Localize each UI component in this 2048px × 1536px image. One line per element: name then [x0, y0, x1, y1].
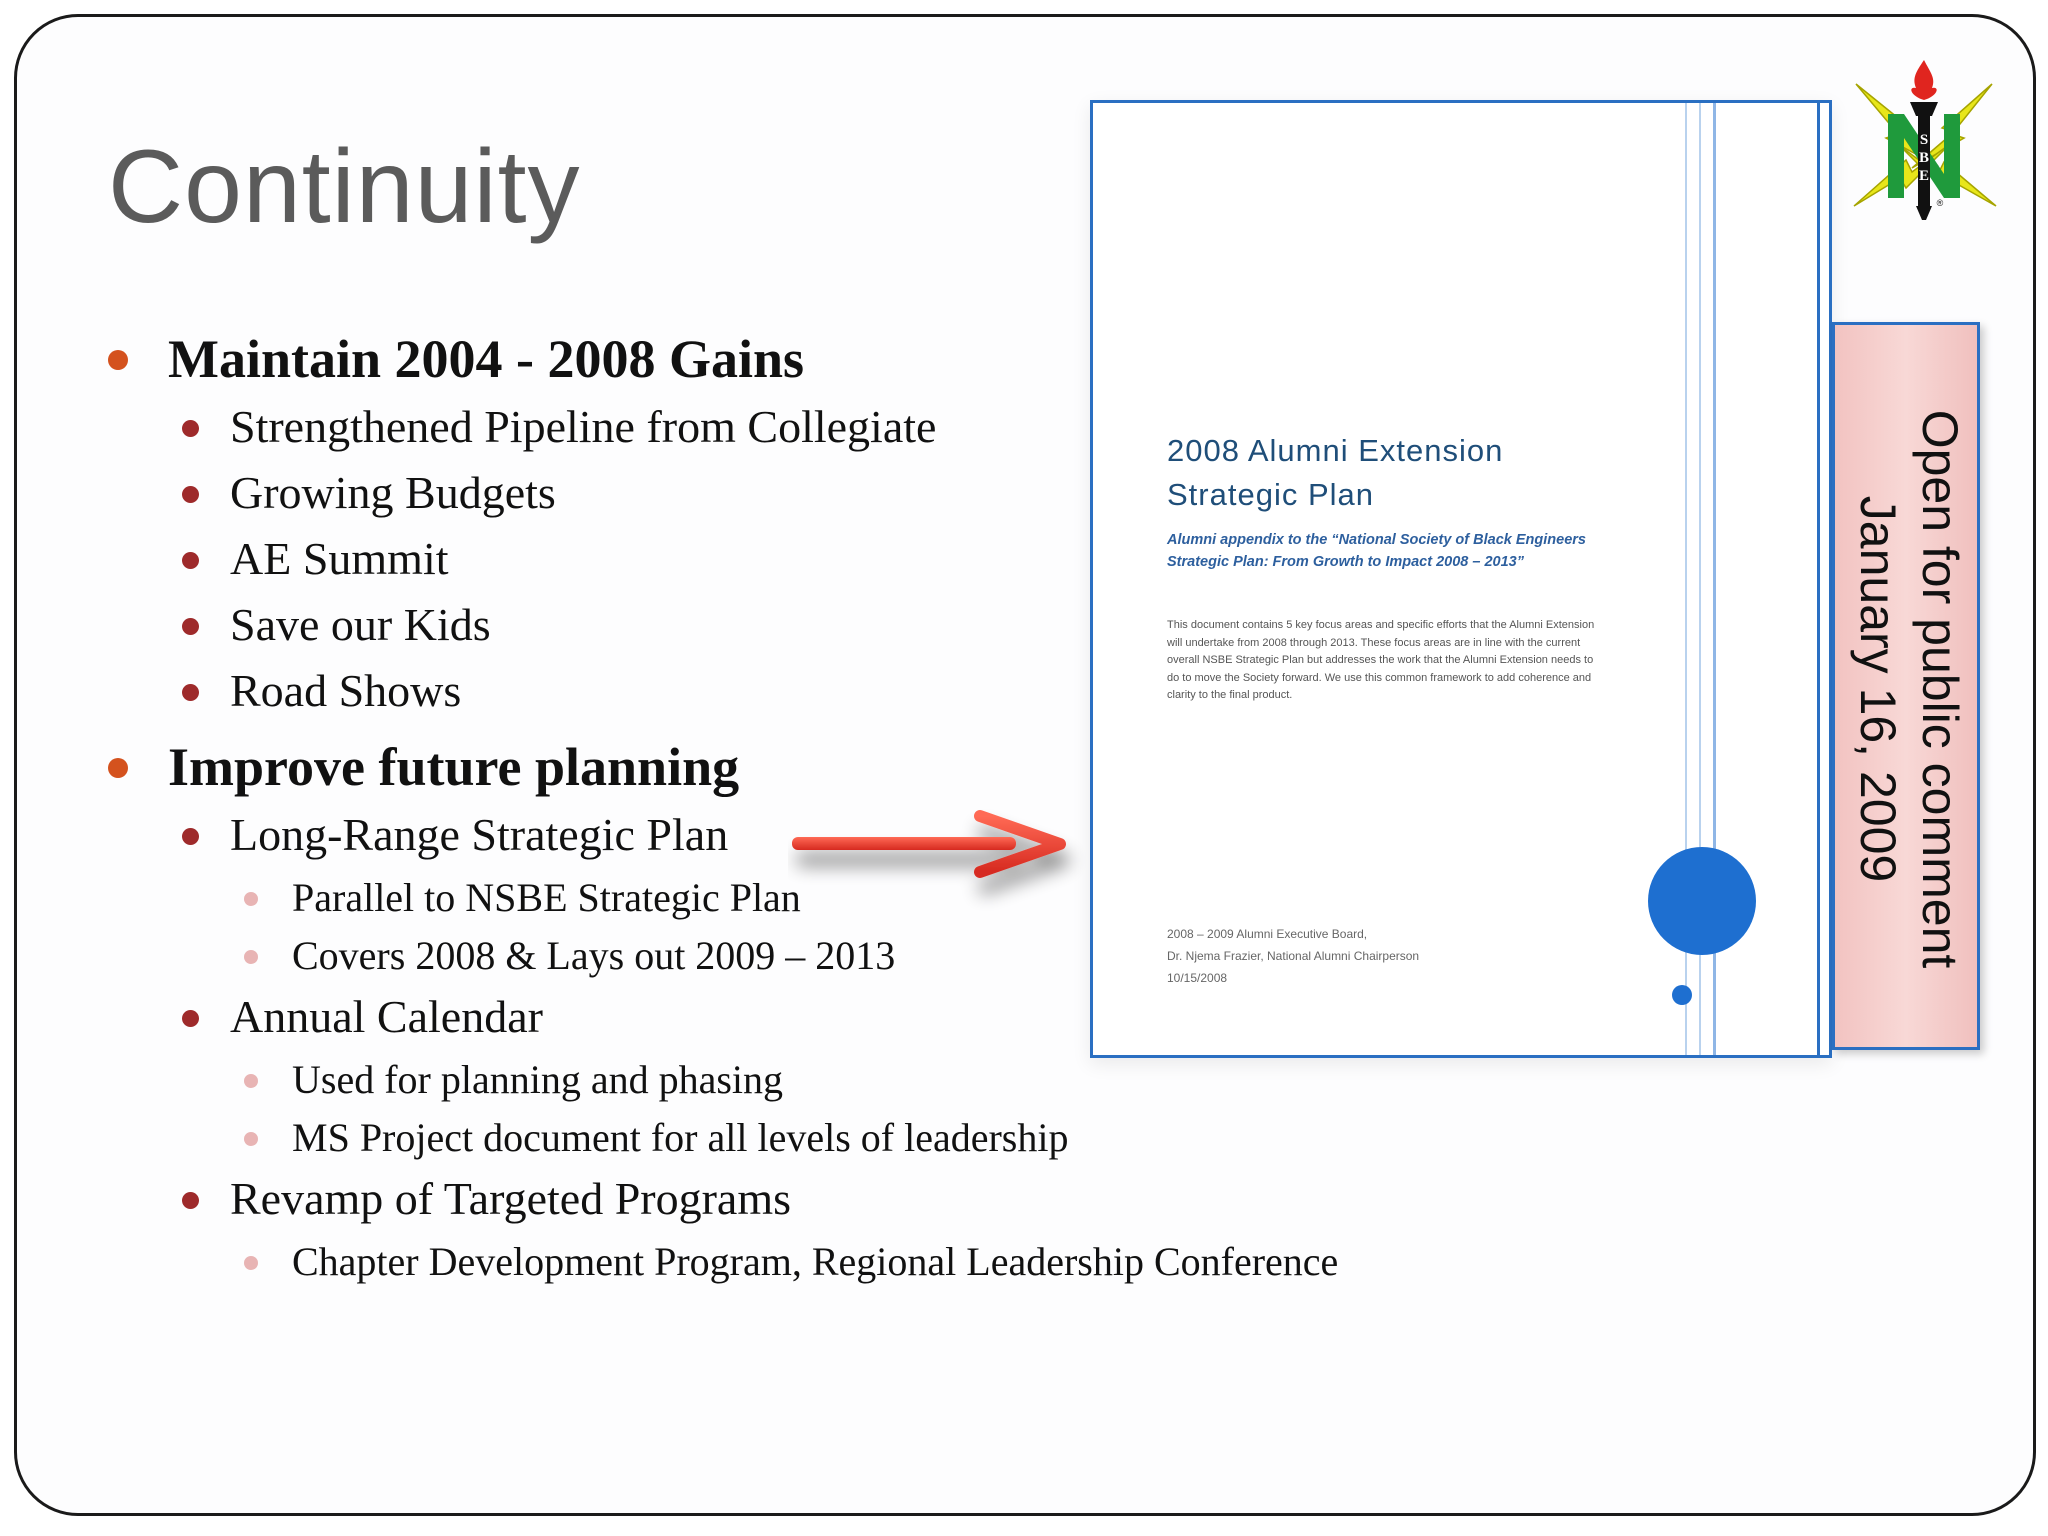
- bullet-text: Long-Range Strategic Plan: [230, 809, 729, 860]
- bullet-dot: [244, 1132, 258, 1146]
- bullet-level2: [230, 400, 936, 453]
- red-arrow-icon: [788, 808, 1088, 918]
- callout-text: [1847, 325, 1971, 1053]
- bullet-text: Revamp of Targeted Programs: [230, 1173, 792, 1224]
- bullet-text: Growing Budgets: [230, 467, 556, 518]
- bullet-level2: [230, 664, 461, 717]
- bullet-dot: [244, 1256, 258, 1270]
- bullet-level1: [168, 328, 804, 390]
- svg-text:B: B: [1918, 150, 1930, 166]
- bullet-level1: [168, 736, 739, 798]
- public-comment-callout: [1832, 322, 1980, 1050]
- bullet-dot: [182, 1010, 199, 1027]
- bullet-text: AE Summit: [230, 533, 449, 584]
- bullet-dot: [244, 1074, 258, 1088]
- bullet-level2: [230, 808, 728, 861]
- svg-text:®: ®: [1936, 198, 1944, 208]
- bullet-level3: [292, 1056, 783, 1103]
- document-rule: [1817, 103, 1820, 1055]
- document-title-line1: 2008 Alumni Extension: [1167, 433, 1504, 468]
- document-title-line2: Strategic Plan: [1167, 477, 1374, 512]
- svg-text:E: E: [1918, 168, 1930, 184]
- callout-line2: January 16, 2009: [1850, 495, 1906, 883]
- document-body: This document contains 5 key focus areas and specific efforts that the Alumni Extension will undertake from 2008 through 2013. These focus areas are in line with the current overall NSBE Strategic Plan but addresses the work that the Alumni Extension needs to do to move the Society forward. We use this common framework to add coherence and clarity to the final product.: [1167, 619, 1595, 701]
- strategic-plan-document-preview: [1090, 100, 1832, 1058]
- bullet-text: Annual Calendar: [230, 991, 543, 1042]
- bullet-text: Maintain 2004 - 2008 Gains: [168, 329, 805, 389]
- bullet-text: Parallel to NSBE Strategic Plan: [292, 875, 801, 920]
- document-title: [1167, 429, 1503, 517]
- bullet-text: Chapter Development Program, Regional Leadership Conference: [292, 1239, 1339, 1284]
- bullet-dot: [182, 486, 199, 503]
- document-footer-date: 10/15/2008: [1167, 971, 1228, 985]
- bullet-level3: [292, 932, 895, 979]
- bullet-text: Improve future planning: [168, 737, 740, 797]
- bullet-level2: [230, 1172, 791, 1225]
- bullet-text: Road Shows: [230, 665, 462, 716]
- slide-title: Continuity: [108, 129, 581, 245]
- bullet-level3: [292, 874, 801, 921]
- bullet-dot: [182, 1192, 199, 1209]
- bullet-dot: [244, 892, 258, 906]
- bullet-level2: [230, 532, 449, 585]
- bullet-level3: [292, 1114, 1068, 1161]
- decorative-small-circle: [1672, 985, 1692, 1005]
- document-footer: [1167, 923, 1567, 989]
- bullet-text: Covers 2008 & Lays out 2009 – 2013: [292, 933, 896, 978]
- bullet-text: Save our Kids: [230, 599, 491, 650]
- bullet-level2: [230, 990, 543, 1043]
- bullet-level3: [292, 1238, 1338, 1285]
- bullet-dot: [108, 758, 128, 778]
- bullet-dot: [182, 618, 199, 635]
- nsbe-torch-logo-icon: [1846, 56, 2002, 222]
- bullet-text: MS Project document for all levels of leadership: [292, 1115, 1069, 1160]
- bullet-text: Strengthened Pipeline from Collegiate: [230, 401, 937, 452]
- document-footer-line: Dr. Njema Frazier, National Alumni Chairperson: [1167, 949, 1420, 963]
- bullet-dot: [182, 684, 199, 701]
- bullet-level2: [230, 466, 556, 519]
- document-footer-line: 2008 – 2009 Alumni Executive Board,: [1167, 927, 1368, 941]
- callout-line1: Open for public comment: [1912, 409, 1968, 969]
- svg-text:S: S: [1919, 132, 1929, 148]
- bullet-dot: [244, 950, 258, 964]
- bullet-dot: [182, 552, 199, 569]
- bullet-level2: [230, 598, 491, 651]
- bullet-dot: [182, 828, 199, 845]
- bullet-dot: [108, 350, 128, 370]
- bullet-text: Used for planning and phasing: [292, 1057, 784, 1102]
- decorative-large-circle: [1648, 847, 1756, 955]
- document-subtitle: Alumni appendix to the “National Society of Black Engineers Strategic Plan: From Growth to Impact 2008 – 2013”: [1167, 532, 1586, 570]
- bullet-dot: [182, 420, 199, 437]
